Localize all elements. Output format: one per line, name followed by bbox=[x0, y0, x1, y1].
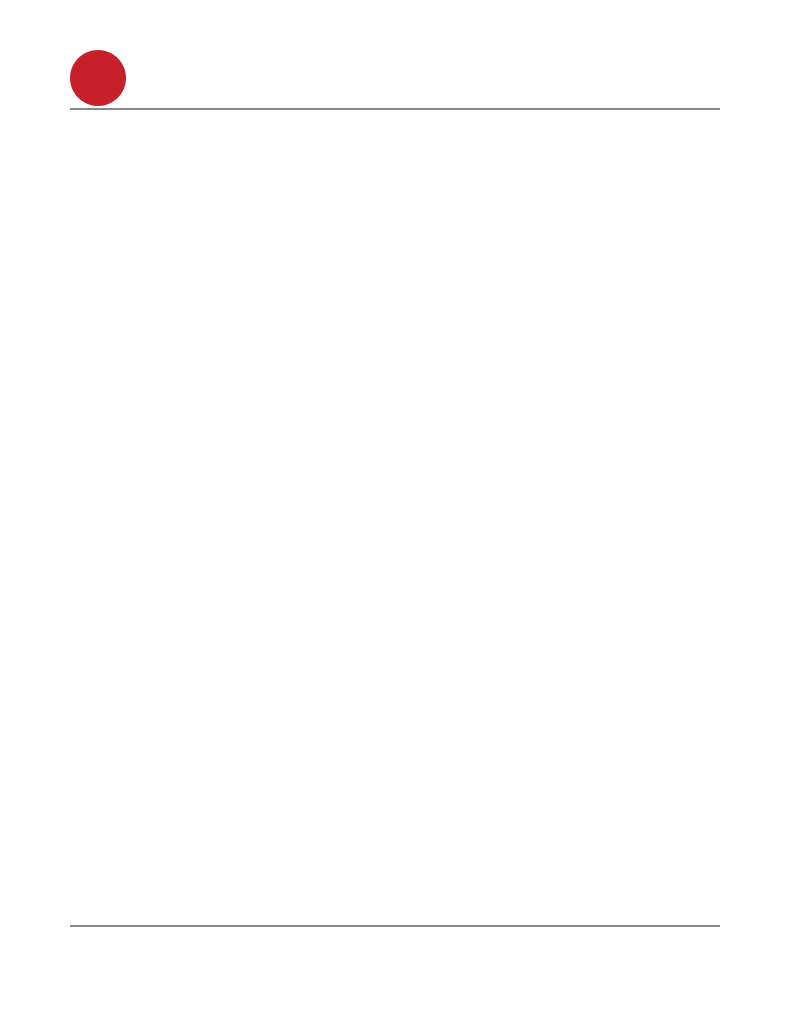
header-divider bbox=[70, 108, 720, 110]
footer-divider bbox=[70, 925, 720, 927]
logo-text bbox=[70, 50, 126, 106]
company-logo bbox=[70, 50, 126, 106]
